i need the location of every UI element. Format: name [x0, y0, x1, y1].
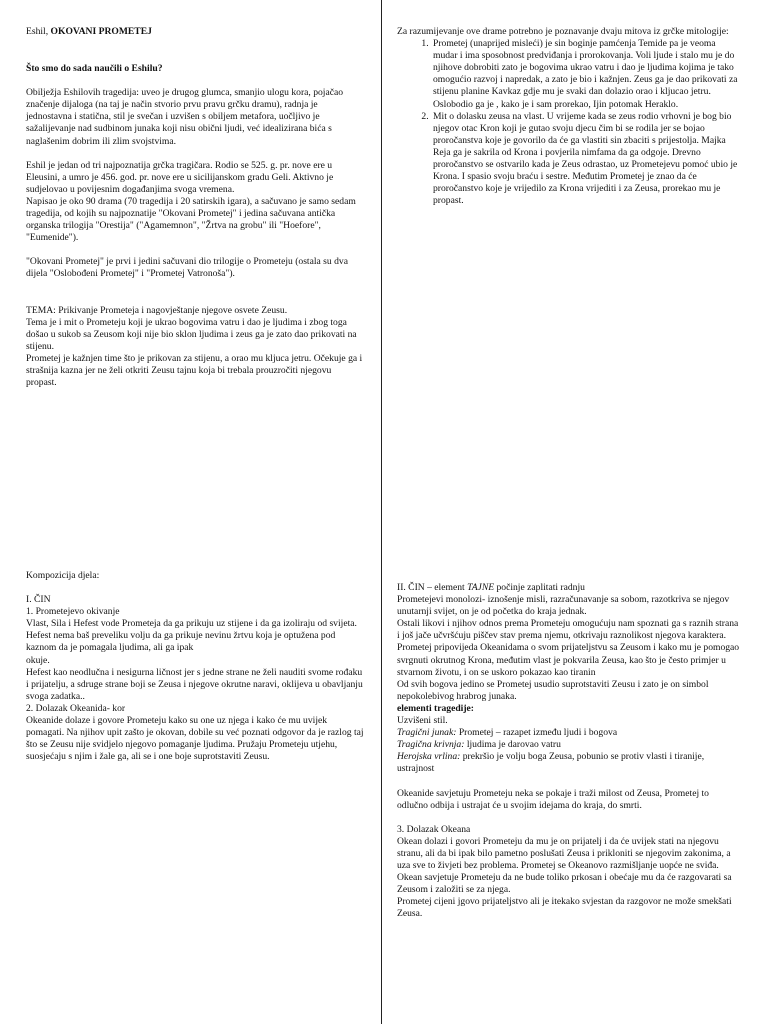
composition-heading: Kompozicija djela: [26, 570, 100, 581]
act-one-heading: I. ČIN [26, 594, 51, 606]
paragraph-features: Obilježja Eshilovih tragedija: uveo je drugog glumca, smanjio ulogu kora, pojačao značenje dijaloga (na taj je način stvorio prvu pravu grčku dramu), radnja je jednostavna i statična, stil je svečan i uzvišen s obiljem metafora, uočljivo je sažalijevanje nad sudbinom junaka koji nisu obični ljudi, već idealizirana bića s naglašenim dobrim ili zlim svojstvima. [26, 87, 344, 147]
column-divider [381, 512, 382, 1024]
tema-text: Tema je i mit o Prometeju koji je ukrao bogovima vatru i dao je ljudima i zbog toga došao u sukob sa Zeusom koji nije bio sklon ljudima i zeus ga je zato dao prikovati na stijenu. [26, 316, 357, 352]
element-item: Uzvišeni stil. [397, 715, 448, 727]
section-text: Vlast, Sila i Hefest vode Prometeja da ga prikuju uz stijene i da ga izoliraju od svijeta. Hefest nema baš preveliku volju da ga prikuje nevinu žrtvu koja je optužena pod kaznom da je pomagala ljudima, ali ga ipak [26, 618, 357, 654]
section-title: 1. Prometejevo okivanje [26, 606, 120, 618]
element-label: Herojska vrlina: [397, 751, 461, 763]
elements-heading: elementi tragedije: [397, 702, 474, 714]
paragraph: Okeanide savjetuju Prometeju neka se pokaje i traži milost od Zeusa, Prometej to odlučno odbija i ustrajat će u svojim idejama do kraja, do smrti. [397, 787, 709, 811]
paragraph: Prometejevi monolozi- iznošenje misli, razračunavanje sa sobom, razotkriva se njegov unutarnji svijet, on je od početka do kraja jednak. [397, 594, 730, 618]
paragraph: Okean savjetuje Prometeju da ne bude toliko prkosan i obećaje mu da će razgovarati sa Zeusom i založiti se za njega. [397, 872, 732, 896]
page-bottom [0, 512, 768, 1024]
section-title: 3. Dolazak Okeana [397, 823, 471, 835]
paragraph: Prometej cijeni jgovo prijateljstvo ali je itekako svjestan da razgovor ne može smekšati Zeusa. [397, 896, 732, 920]
paragraph: Od svih bogova jedino se Prometej usudio suprotstaviti Zeusu i zato je on simbol nepokolebivog hrabrog junaka. [397, 678, 709, 702]
element-label: Tragična krivnja: [397, 739, 465, 751]
section-text: okuje. [26, 654, 50, 666]
title-work: OKOVANI PROMETEJ [50, 26, 152, 37]
element-item [397, 739, 742, 751]
paragraph-bio: Eshil je jedan od tri najpoznatija grčka tragičara. Rodio se 525. g. pr. nove ere u Eleusini, a umro je 456. god. pr. nove ere u sicilijanskom gradu Geli. Aktivno je sudjelovao u povijesnim događanjima svoga vremena. [26, 159, 334, 195]
section-text: Hefest kao neodlučna i nesigurna ličnost jer s jedne strane ne želi nauditi svome rođaku i prijatelju, a sdruge strane boji se Zeusa i njegove okrutne naravi, oklijeva u obavljanju svoga zadatka.. [26, 666, 363, 702]
myths-intro: Za razumijevanje ove drame potrebno je poznavanje dvaju mitova iz grčke mitologije: [397, 26, 729, 37]
tema-punishment: Prometej je kažnjen time što je prikovan za stijenu, a orao mu kljuca jetru. Očekuje ga i strašnija kazna jer ne želi otkriti Zeusu tajnu koja bi trebala prouzročiti njegovu propast. [26, 352, 363, 389]
bottom-right-column [397, 582, 742, 920]
paragraph: Prometej pripovijeda Okeanidama o svom prijateljstvu sa Zeusom i kako mu je pomogao svrgnuti okrutnog Krona, međutim vlast je pokvarila Zeusa, kao što je često primjer u stvarnom životu, i on se uskoro pokazao kao tiranin [397, 642, 740, 678]
myths-list [397, 38, 742, 207]
bottom-left-column [26, 570, 364, 763]
column-divider [381, 0, 382, 512]
paragraph: Ostali likovi i njihov odnos prema Prometeju omogućuju nam spoznati ga s raznih strana i još jače učvršćuju piščev stav prema njemu, otkrivaju raznolikost njegova karaktera. [397, 618, 739, 642]
top-right-column [397, 26, 742, 207]
title-author: Eshil, [26, 26, 51, 37]
act-two-suffix: počinje zaplitati radnju [494, 582, 585, 593]
element-label: Tragični junak: [397, 727, 457, 739]
document-title [26, 26, 364, 38]
element-text: prekršio je volju boga Zeusa, pobunio se protiv vlasti i tiranije, ustrajnost [397, 751, 705, 775]
element-text: Prometej – razapet između ljudi i bogova [456, 727, 618, 739]
section-title: 2. Dolazak Okeanida- kor [26, 702, 126, 714]
act-two-heading [397, 582, 742, 594]
paragraph: Okean dolazi i govori Prometeju da mu je on prijatelj i da će uvijek stati na njegovu stranu, ali da bi ipak bilo pametno poslušati Zeusa i prikloniti se njegovim zakonima, a uza sve to živjeti bez problema. Prometej se Okeanovo razmišljanje uopće ne sviđa. [397, 835, 731, 871]
act-two-prefix: II. ČIN – element [397, 582, 468, 593]
paragraph-trilogy: "Okovani Prometej" je prvi i jedini sačuvani dio trilogije o Prometeju (ostala su dva dijela "Oslobođeni Prometej" i "Prometej Vatronoša"). [26, 256, 348, 280]
top-left-column [26, 26, 364, 389]
section-question: Što smo do sada naučili o Eshilu? [26, 63, 163, 75]
element-item [397, 751, 742, 775]
element-item [397, 727, 742, 739]
tema-heading: TEMA: Prikivanje Prometeja i nagovještanje njegove osvete Zeusu. [26, 304, 288, 316]
myth-item: 1. Prometej (unaprijed misleći) je sin boginje pamćenja Temide pa je veoma mudar i ima sposobnost predviđanja i prorokovanja. Voli ljude i stalo mu je do njihove dobrobiti zato je bogovima ukrao vatru i dao je ljudima kojima je tako omogućio razvoj i napredak, a zato je bio i kažnjen. Zeus ga je dao prikovati za stijenu planine Kavkaz gdje mu je svaki dan dolazio orao i kljucao jetru. Oslobodio ga je , kako je i sam prorekao, Ijin potomak Heraklo. [431, 38, 742, 111]
paragraph-works: Napisao je oko 90 drama (70 tragedija i 20 satirskih igara), a sačuvano je samo sedam tragedija, od kojih su najpoznatije "Okovani Prometej" i jedina sačuvana antička organska trilogija "Orestija" ("Agamemnon", "Žrtva na grobu" ili "Hoefore", "Eumenide"). [26, 195, 356, 244]
act-two-emphasis: TAJNE [467, 582, 495, 593]
myth-item: 2. Mit o dolasku zeusa na vlast. U vrijeme kada se zeus rodio vrhovni je bog bio njegov otac Kron koji je gutao svoju djecu čim bi se rodila jer se bojao proročanstva koje je govorilo da će ga vlastiti sin zbaciti s prijestolja. Majka Reja ga je sakrila od Krona i povjerila nimfama da ga odgoje. Drevno proročanstvo se ostvarilo kada je Zeus odrastao, uz Prometejevu pomoć ubio je Krona. I spasio svoju braću i sestre. Međutim Prometej je znao da će proročanstvo koje je vrijedilo za Krona vrijediti i za Zeusa, prorekao mu je propast. [431, 111, 742, 208]
section-text: Okeanide dolaze i govore Prometeju kako su one uz njega i kako će mu uvijek pomagati. Na njihov upit zašto je okovan, dobile su već poznati odgovor da je razlog taj što se Zeusu nije svidjelo njegovo pomaganje ljudima. Pružaju Prometeju utjehu, suosjećaju s njim i žale ga, ali se i one boje suprotstaviti Zeusu. [26, 715, 364, 763]
element-text: ljudima je darovao vatru [464, 739, 561, 751]
